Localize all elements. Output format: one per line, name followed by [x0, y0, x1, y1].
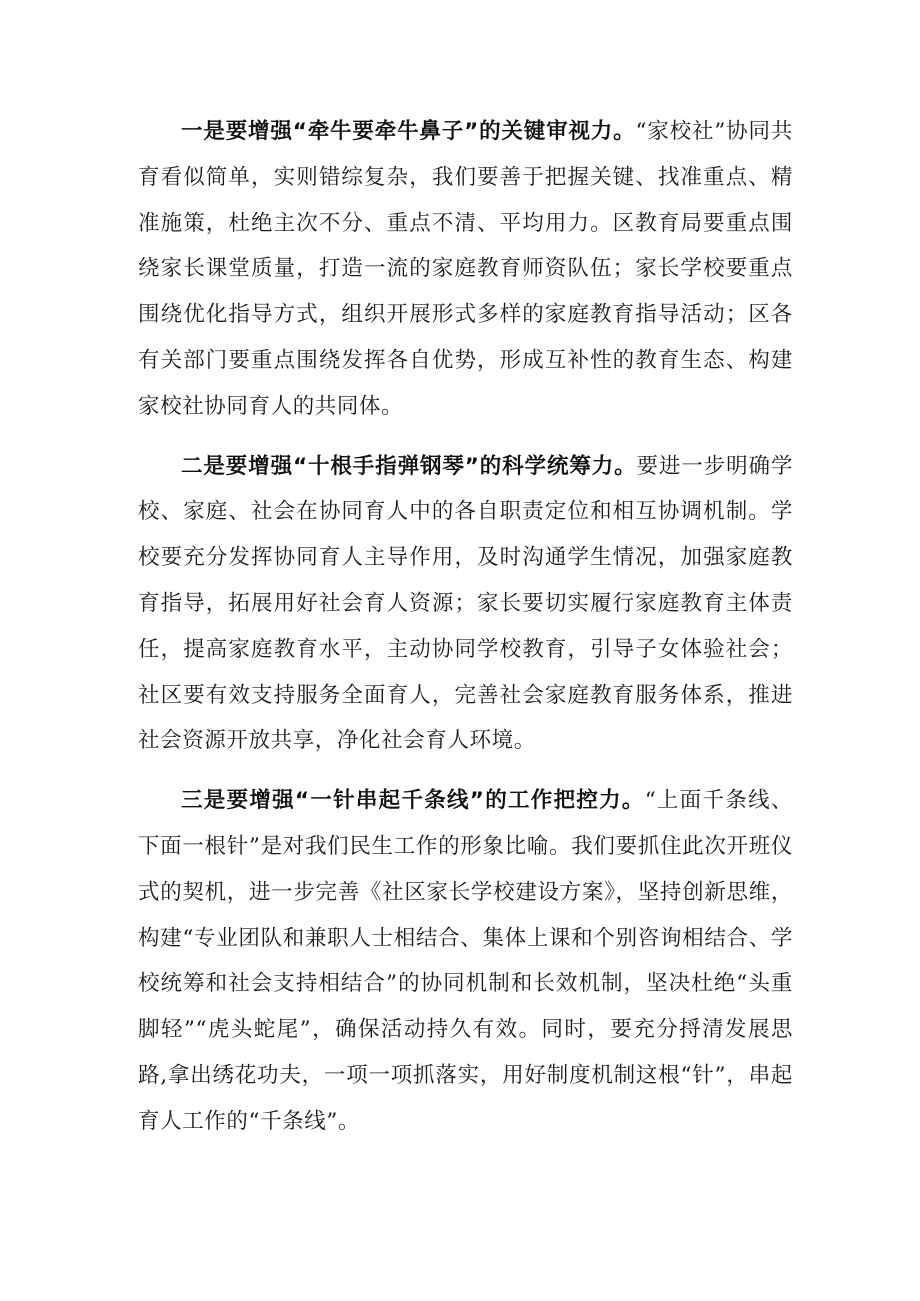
paragraph-2	[138, 444, 793, 765]
paragraph-1-body: “家校社”协同共育看似简单，实则错综复杂，我们要善于把握关键、找准重点、精准施策，杜绝主次不分、重点不清、平均用力。区教育局要重点围绕家长课堂质量，打造一流的家庭教育师资队伍；家长学校要重点围绕优化指导方式，组织开展形式多样的家庭教育指导活动；区各有关部门要重点围绕发挥各自优势，形成互补性的教育生态、构建家校社协同育人的共同体。	[138, 119, 793, 419]
paragraph-1-lead: 一是要增强“牵牛要牵牛鼻子”的关键审视力。	[181, 119, 636, 144]
paragraph-2-lead: 二是要增强“十根手指弹钢琴”的科学统筹力。	[181, 453, 637, 479]
paragraph-3-body: “上面千条线、下面一根针”是对我们民生工作的形象比喻。我们要抓住此次开班仪式的契机，进一步完善《社区家长学校建设方案》，坚持创新思维，构建“专业团队和兼职人士相结合、集体上课和个别咨询相结合、学校统筹和社会支持相结合”的协同机制和长效机制，坚决杜绝“头重脚轻”“虎头蛇尾”，确保活动持久有效。同时，要充分捋清发展思路,拿出绣花功夫，一项一项抓落实，用好制度机制这根“针”，串起育人工作的“千条线”。	[138, 788, 793, 1134]
paragraph-3-lead: 三是要增强“一针串起千条线”的工作把控力。	[181, 788, 645, 814]
document-body	[138, 109, 793, 1159]
paragraph-3	[138, 778, 793, 1144]
paragraph-2-body: 要进一步明确学校、家庭、社会在协同育人中的各自职责定位和相互协调机制。学校要充分发挥协同育人主导作用，及时沟通学生情况，加强家庭教育指导，拓展用好社会育人资源；家长要切实履行家庭教育主体责任，提高家庭教育水平，主动协同学校教育，引导子女体验社会；社区要有效支持服务全面育人，完善社会家庭教育服务体系，推进社会资源开放共享，净化社会育人环境。	[138, 453, 793, 754]
paragraph-1	[138, 109, 793, 430]
